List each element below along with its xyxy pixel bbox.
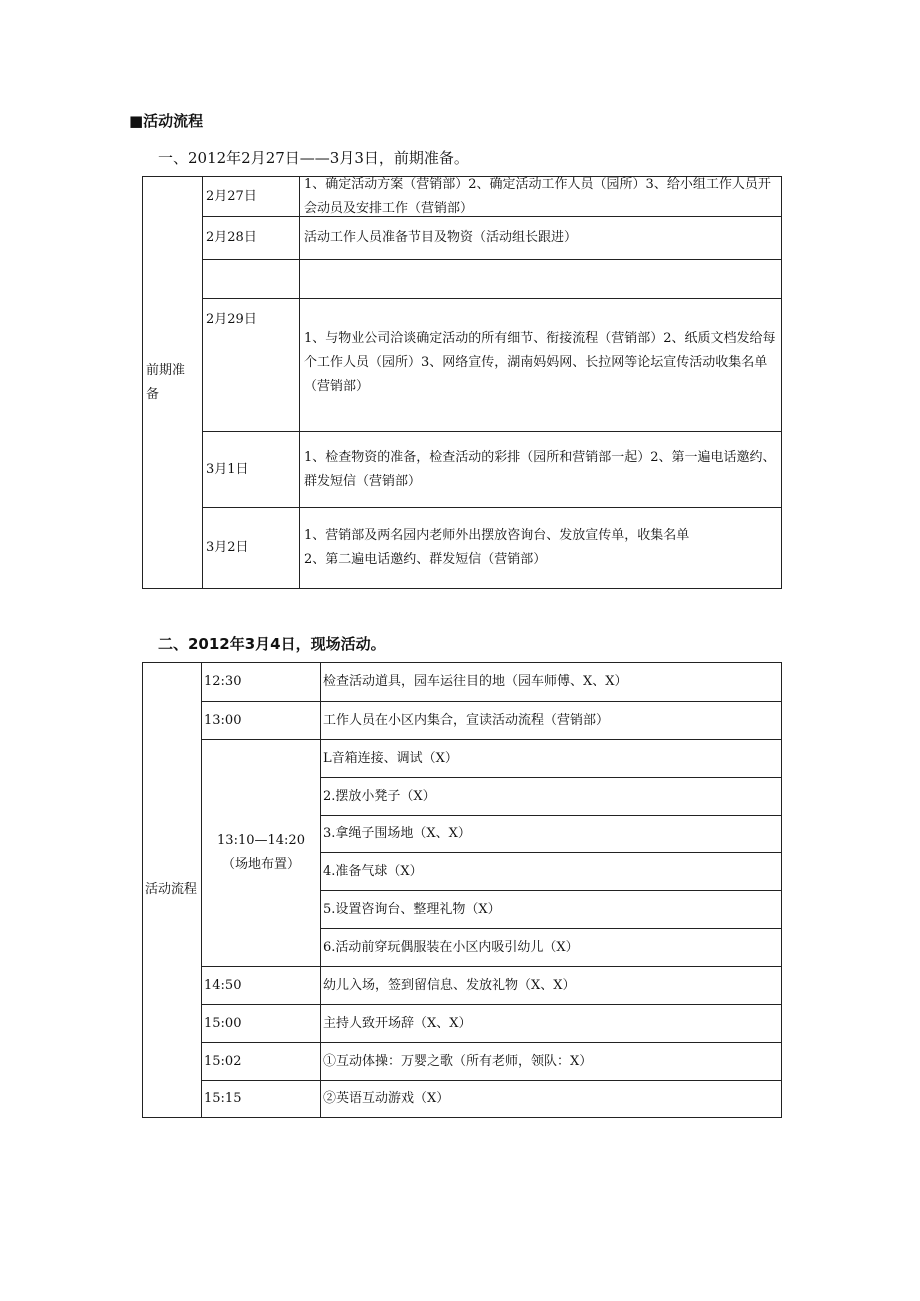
time-label: 15:00 — [204, 1015, 242, 1031]
subtask-cell — [321, 891, 781, 928]
subtask-cell — [321, 778, 781, 815]
subtask-cell — [321, 740, 781, 777]
task-text: 1、与物业公司洽谈确定活动的所有细节、衔接流程（营销部）2、纸质文档发给每个工作人员（园所）3、网络宣传，湖南妈妈网、长拉网等论坛宣传活动收集名单（营销部） — [304, 331, 776, 394]
time-cell — [202, 1043, 320, 1080]
task-cell — [321, 663, 781, 701]
subtask-cell — [321, 816, 781, 852]
subtask-text: L音箱连接、调试（X） — [323, 750, 458, 766]
time-cell — [202, 740, 320, 966]
date-label: 2月29日 — [206, 312, 257, 327]
date-label: 2月28日 — [206, 230, 257, 245]
section-title: ■活动流程 — [129, 112, 204, 130]
date-cell — [203, 432, 299, 507]
time-cell — [202, 702, 320, 739]
subtask-text: 3.拿绳子围场地（X、X） — [323, 826, 471, 841]
time-label: 12:30 — [204, 674, 242, 689]
date-cell — [203, 177, 299, 216]
task-text: ①互动体操：万婴之歌（所有老师，领队：X） — [323, 1053, 593, 1069]
date-cell — [203, 217, 299, 259]
subtask-cell — [321, 929, 781, 966]
task-cell — [300, 327, 781, 405]
activity-table — [142, 662, 782, 1118]
time-label: 15:02 — [204, 1053, 242, 1069]
date-label: 3月2日 — [206, 540, 249, 555]
task-cell — [321, 1081, 781, 1117]
task-text: 主持人致开场辞（X、X） — [323, 1015, 472, 1031]
task-cell — [321, 1005, 781, 1042]
subtask-cell — [321, 853, 781, 890]
time-cell — [202, 967, 320, 1004]
time-label: 13:10—14:20 — [217, 833, 305, 848]
task-text: 检查活动道具，园车运往目的地（园车师傅、X、X） — [323, 674, 628, 689]
subtask-text: 2.摆放小凳子（X） — [323, 788, 436, 804]
time-label: 15:15 — [204, 1091, 242, 1106]
time-cell — [202, 663, 320, 701]
phase2-heading: 二、2012年3月4日，现场活动。 — [158, 635, 386, 653]
date-label: 3月1日 — [206, 461, 249, 477]
task-text: 工作人员在小区内集合，宣读活动流程（营销部） — [323, 712, 610, 728]
task-cell — [321, 967, 781, 1004]
phase1-heading: 一、2012年2月27日——3月3日，前期准备。 — [158, 149, 469, 167]
subtask-text: 5.设置咨询台、整理礼物（X） — [323, 901, 501, 917]
subtask-text: 4.准备气球（X） — [323, 863, 423, 879]
category-cell — [143, 663, 201, 1117]
task-cell — [321, 1043, 781, 1080]
date-cell — [203, 260, 299, 380]
task-text: 活动工作人员准备节目及物资（活动组长跟进） — [304, 230, 578, 245]
task-text: 1、确定活动方案（营销部）2、确定活动工作人员（园所）3、给小组工作人员开会动员及安排工作（营销部） — [304, 176, 771, 216]
category-label: 活动流程 — [145, 882, 198, 897]
subtask-text: 6.活动前穿玩偶服装在小区内吸引幼儿（X） — [323, 939, 579, 955]
task-text: 幼儿入场，签到留信息、发放礼物（X、X） — [323, 977, 576, 993]
task-text: ②英语互动游戏（X） — [323, 1091, 450, 1106]
time-cell — [202, 1005, 320, 1042]
task-cell — [321, 702, 781, 739]
time-cell — [202, 1081, 320, 1117]
task-text: 1、营销部及两名园内老师外出摆放咨询台、发放宣传单，收集名单 — [304, 528, 690, 543]
task-cell — [300, 508, 781, 588]
date-cell — [203, 508, 299, 588]
category-cell — [143, 177, 202, 588]
task-cell — [300, 432, 781, 507]
task-cell — [300, 177, 781, 216]
preparation-table — [142, 176, 782, 589]
time-label: 13:00 — [204, 712, 242, 728]
task-cell — [300, 217, 781, 259]
category-label: 前期准备 — [146, 362, 186, 402]
date-label: 2月27日 — [206, 188, 257, 204]
task-text: 2、第二遍电话邀约、群发短信（营销部） — [304, 552, 547, 567]
task-text: 1、检查物资的准备，检查活动的彩排（园所和营销部一起）2、第一遍电话邀约、群发短信（营销部） — [304, 449, 776, 489]
time-note: （场地布置） — [221, 857, 300, 872]
time-label: 14:50 — [204, 977, 242, 993]
